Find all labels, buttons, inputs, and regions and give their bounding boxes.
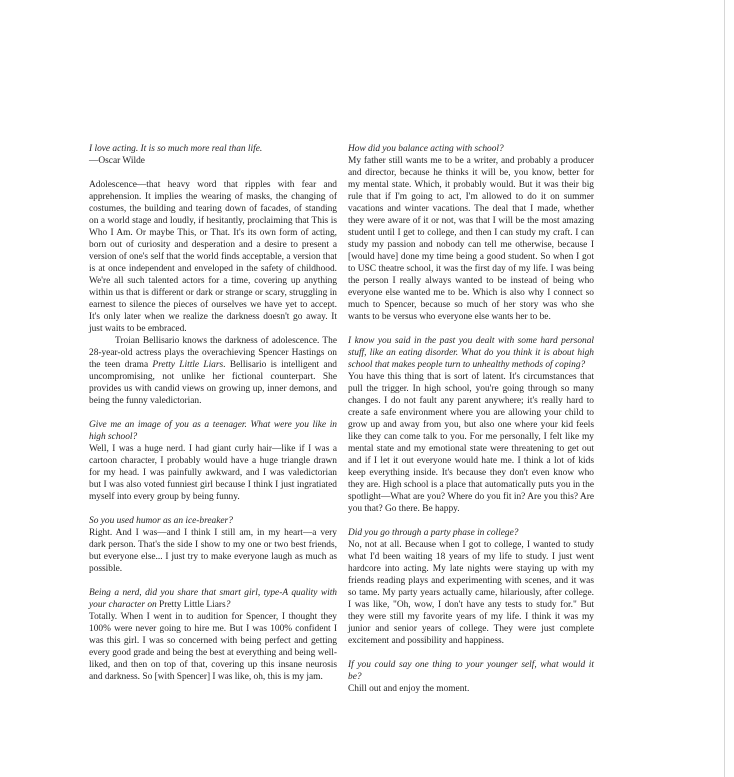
answer-1: Well, I was a huge nerd. I had giant curly hair—like if I was a cartoon character, I probably would have a huge triangle drawn for my head. I was painfully awkward, and I was valedictorian but I was also voted funniest girl because I think I just ingratiated myself into every group by being funny. bbox=[89, 444, 337, 502]
answer-5: You have this thing that is sort of latent. It's circumstances that pull the trigger. In high school, you're going through so many changes. I do not fault any parent anywhere; it's really hard to create a safe environment where you are allowing your child to grow up and away from you, but also one where your kid feels like they can come talk to you. For me personally, I felt like my mental state and my emotional state were threatening to get out and if I let it out everyone would hate me. I think a lot of kids keep everything inside. It's because they don't even know who they are. High school is a place that automatically puts you in the spotlight—What are you? Where do you fit in? Are you this? Are you that? Go there. Be happy. bbox=[348, 372, 594, 514]
right-column bbox=[348, 143, 594, 695]
question-6: Did you go through a party phase in college? bbox=[348, 528, 519, 538]
intro-p2-text-b: . Bellisario is intelligent and uncompromising, not unlike her fictional counterpart. She provides us with candid views on growing up, inner demons, and being the funny valedictorian. bbox=[89, 360, 337, 406]
epigraph-attribution: —Oscar Wilde bbox=[89, 156, 145, 166]
question-3-text-b: ? bbox=[225, 600, 231, 610]
intro-paragraph-2 bbox=[89, 335, 337, 407]
answer-2: Right. And I was—and I think I still am, in my heart—a very dark person. That's the side I show to my one or two best friends, but everyone else... I just try to make everyone laugh as much as possible. bbox=[89, 528, 337, 574]
intro-p2-text-a: Troian Bellisario knows the darkness of adolescence. The 28-year-old actress plays the overachieving Spencer Hastings on the teen drama bbox=[89, 336, 337, 370]
answer-4: My father still wants me to be a writer, and probably a producer and director, because he thinks it will be, you know, better for my mental state. Which, it probably would. But it was their big rule that if I'm going to act, I'm allowed to do it on summer vacations and winter vacations. The deal that I made, whether they were aware of it or not, was that I will be the most amazing student until I get to college, and then I can study my craft. I can study my passion and nobody can tell me otherwise, because I [would have] done my time being a good student. So when I got to USC theatre school, it was the first day of my life. I was being the person I really always wanted to be instead of being who everyone else wanted me to be. Which is also why I connect so much to Spencer, because so much of her story was who she wants to be versus who everyone else wants her to be. bbox=[348, 156, 594, 322]
page-edge-line bbox=[724, 0, 725, 777]
answer-3: Totally. When I went in to audition for Spencer, I thought they 100% were never going to hire me. But I was 100% confident I was this girl. I was so concerned with being perfect and getting every good grade and being the best at everything and being well-liked, and then on top of that, covering up this insane neurosis and darkness. So [with Spencer] I was like, oh, this is my jam. bbox=[89, 612, 337, 682]
intro-paragraph-1: Adolescence—that heavy word that ripples with fear and apprehension. It implies the wearing of masks, the changing of costumes, the building and tearing down of facades, of standing on a world stage and loudly, if hesitantly, proclaiming that This is Who I Am. Or maybe This, or That. It's its own form of acting, born out of curiosity and desperation and a desire to present a version of one's self that the world finds acceptable, a version that is at once independent and enveloped in the safety of childhood. We're all such talented actors for a time, covering up anything within us that is different or dark or strange or scary, struggling in earnest to silence the pieces of ourselves we have yet to accept. It's only later when we realize the darkness doesn't go away. It just waits to be embraced. bbox=[89, 180, 337, 334]
question-3-text-a: Being a nerd, did you share that smart girl, type-A quality with your character on bbox=[89, 588, 337, 610]
show-title: Pretty Little Liars bbox=[152, 360, 224, 370]
question-2: So you used humor as an ice-breaker? bbox=[89, 516, 233, 526]
answer-6: No, not at all. Because when I got to college, I wanted to study what I'd been waiting 18 years of my life to study. I just went hardcore into acting. My late nights were staying up with my friends reading plays and experimenting with scenes, and it was so tame. My party years actually came, hilariously, after college. I was like, "Oh, wow, I don't have any tests to study for." But they were still my favorite years of my life. I think it was my junior and senior years of college. They were just complete excitement and possibility and happiness. bbox=[348, 540, 594, 646]
question-3-show-title: Pretty Little Liars bbox=[159, 600, 226, 610]
question-4: How did you balance acting with school? bbox=[348, 144, 504, 154]
question-3 bbox=[89, 587, 337, 611]
left-column bbox=[89, 143, 337, 683]
question-5: I know you said in the past you dealt with some hard personal stuff, like an eating disorder. What do you think it is about high school that makes people turn to unhealthy methods of coping? bbox=[348, 336, 594, 370]
question-7: If you could say one thing to your younger self, what would it be? bbox=[348, 660, 594, 682]
question-1: Give me an image of you as a teenager. What were you like in high school? bbox=[89, 420, 337, 442]
epigraph-quote: I love acting. It is so much more real than life. bbox=[89, 144, 263, 154]
answer-7: Chill out and enjoy the moment. bbox=[348, 684, 470, 694]
